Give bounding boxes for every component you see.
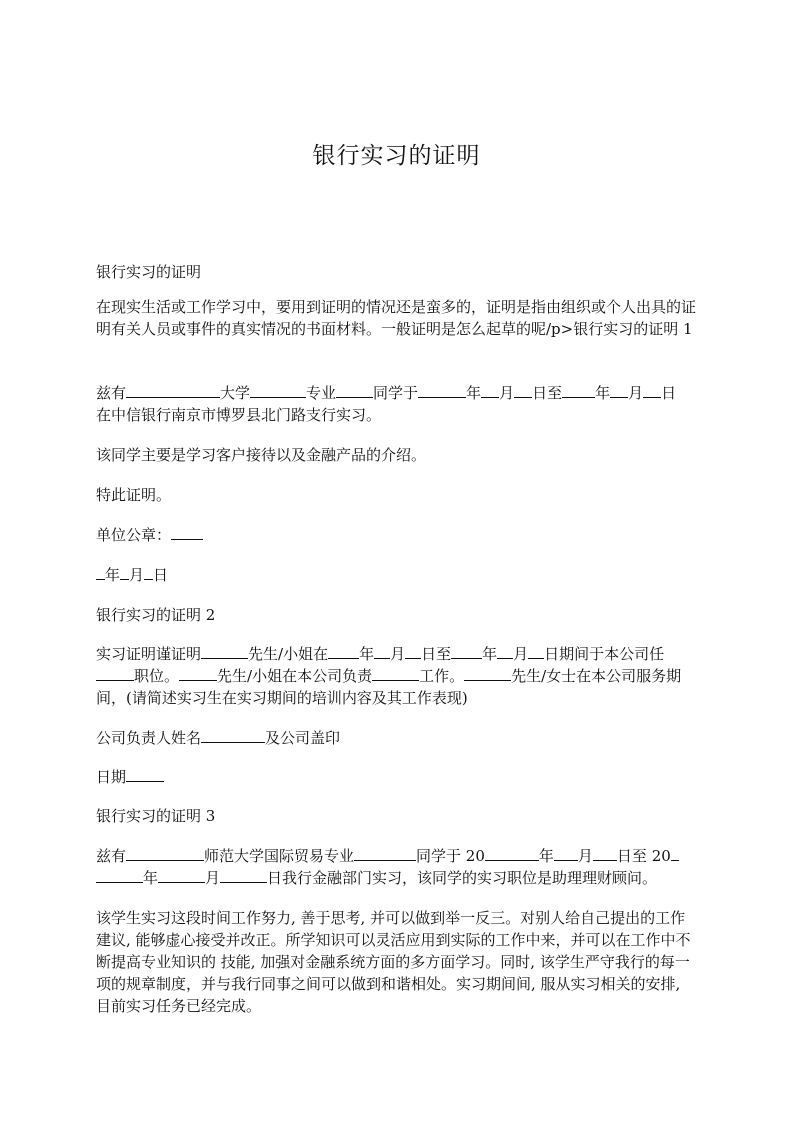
blank-line bbox=[405, 643, 421, 659]
blank-line bbox=[562, 382, 595, 398]
blank-line bbox=[374, 643, 390, 659]
blank-line bbox=[372, 665, 419, 681]
blank-line bbox=[336, 382, 373, 398]
sample3-paragraph: 兹有 师范大学国际贸易专业 同学于 20 年 月 日至 20 年 月 日我行金融部门实习，该同学的实习职位是助理理财顾问。 bbox=[96, 845, 700, 889]
blank-line bbox=[96, 665, 134, 681]
sample3-evaluation: 该学生实习这段时间工作努力, 善于思考, 并可以做到举一反三。对别人给自己提出的工作建议, 能够虚心接受并改正。所学知识可以灵活应用到实际的工作中来，并可以在工作中不断提高专业知识的 技能, 加强对金融系统方面的多方面学习。同时, 该学生严守我行的每一项的规章制度，并与我行同事之间可以做到和谐相处。实习期间间, 服从实习相关的安排, 目前实习任务已经完成。 bbox=[96, 909, 691, 1015]
blank-line bbox=[96, 564, 105, 580]
blank-line bbox=[671, 845, 679, 861]
blank-line bbox=[593, 845, 617, 861]
blank-line bbox=[485, 845, 539, 861]
blank-line bbox=[250, 382, 306, 398]
blank-line bbox=[158, 867, 205, 883]
sample2-paragraph: 实习证明谨证明 先生/小姐在 年 月 日至 年 月 日期间于本公司任 职位。 先生/小姐在本公司负责 工作。 先生/女士在本公司服务期间，(请简述实习生在实习期间的培训内容及其工作表现) bbox=[96, 645, 682, 707]
sample1-seal: 单位公章： bbox=[96, 524, 700, 546]
blank-line bbox=[481, 382, 499, 398]
sample1-date: 年 月 日 bbox=[96, 564, 700, 586]
sample2-signer: 公司负责人姓名 及公司盖印 bbox=[96, 729, 341, 747]
blank-line bbox=[514, 382, 532, 398]
blank-line bbox=[144, 564, 153, 580]
blank-line bbox=[610, 382, 628, 398]
blank-line bbox=[643, 382, 661, 398]
sample2-date: 日期 bbox=[96, 766, 700, 788]
blank-line bbox=[554, 845, 578, 861]
blank-line bbox=[354, 845, 416, 861]
sample1-content: 该同学主要是学习客户接待以及金融产品的介绍。 bbox=[96, 446, 427, 464]
blank-line bbox=[126, 766, 164, 782]
sample1-paragraph: 兹有 大学 专业 同学于 年 月 日至 年 月 日 在中信银行南京市博罗县北门路支行实习。 bbox=[96, 384, 677, 424]
blank-line bbox=[220, 867, 267, 883]
blank-line bbox=[497, 643, 513, 659]
blank-line bbox=[126, 845, 204, 861]
blank-line bbox=[528, 643, 544, 659]
blank-line bbox=[126, 382, 220, 398]
blank-line bbox=[464, 665, 511, 681]
blank-line bbox=[171, 524, 203, 540]
sample1-closing: 特此证明。 bbox=[96, 486, 172, 504]
blank-line bbox=[418, 382, 466, 398]
sample3-heading: 银行实习的证明 3 bbox=[96, 807, 216, 825]
blank-line bbox=[120, 564, 129, 580]
blank-line bbox=[201, 727, 265, 743]
blank-line bbox=[328, 643, 359, 659]
sample2-heading: 银行实习的证明 2 bbox=[96, 606, 216, 624]
document-title: 银行实习的证明 bbox=[312, 143, 481, 169]
blank-line bbox=[179, 665, 217, 681]
blank-line bbox=[201, 643, 248, 659]
intro-heading: 银行实习的证明 bbox=[96, 263, 202, 281]
blank-line bbox=[96, 867, 143, 883]
intro-paragraph: 在现实生活或工作学习中，要用到证明的情况还是蛮多的，证明是指由组织或个人出具的证明有关人员或事件的真实情况的书面材料。一般证明是怎么起草的呢/p>银行实习的证明 1 bbox=[96, 298, 697, 338]
blank-line bbox=[451, 643, 482, 659]
